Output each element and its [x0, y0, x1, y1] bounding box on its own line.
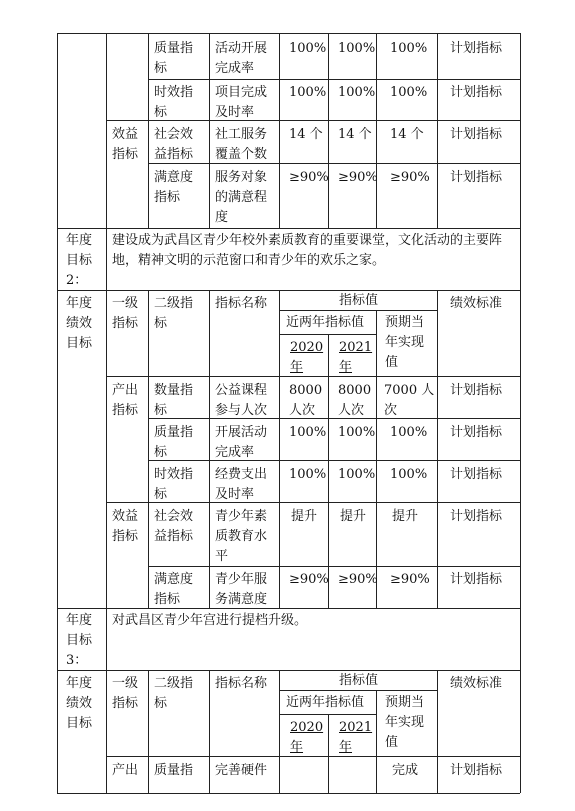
annual-goal-label: 年度 目标 3：	[66, 613, 93, 668]
standard-cell: 计划指标	[450, 509, 503, 524]
perf-goal-label: 年度 绩效 目标	[66, 296, 93, 351]
indicator-name-cell: 服务对象 的满意程 度	[215, 170, 268, 225]
expected-value-cell: 提升	[392, 509, 419, 524]
indicator-name-header: 指标名称	[215, 296, 268, 311]
standard-cell: 计划指标	[450, 127, 503, 142]
value-2020-cell: ≥90%	[289, 572, 329, 587]
expected-value-cell: 100%	[390, 41, 428, 56]
grid-line	[106, 608, 107, 670]
level2-cell: 数量指 标	[154, 383, 194, 418]
grid-line	[148, 418, 520, 419]
value-2020-cell: 14 个	[289, 127, 323, 142]
level1-cell: 产出	[112, 763, 139, 778]
standard-cell: 计划指标	[450, 170, 503, 185]
level1-cell: 效益 指标	[112, 127, 139, 162]
grid-line	[57, 228, 520, 229]
level2-cell: 满意度 指标	[154, 572, 194, 607]
standard-cell: 计划指标	[450, 383, 503, 398]
value-2020-cell: ≥90%	[289, 170, 329, 185]
expected-value-cell: 100%	[390, 85, 428, 100]
grid-line	[437, 670, 438, 793]
expected-value-header: 预期当 年实现 值	[385, 695, 425, 750]
annual-goal-label: 年度 目标 2：	[66, 233, 93, 288]
grid-line	[148, 290, 149, 608]
value-2020-cell: 100%	[289, 85, 327, 100]
grid-line	[328, 714, 329, 793]
grid-line	[279, 714, 376, 715]
annual-goal-text: 建设成为武昌区青少年校外素质教育的重要课堂，文化活动的主要阵 地，精神文明的示范窗口和青少年的欢乐之家。	[112, 233, 503, 268]
grid-line	[106, 290, 107, 608]
grid-line	[106, 33, 107, 228]
year-2020-header: 2020 年	[290, 720, 324, 755]
level1-header: 一级 指标	[112, 676, 139, 711]
level2-cell: 质量指 标	[154, 425, 194, 460]
grid-line	[148, 163, 520, 164]
level2-cell: 质量指	[154, 763, 194, 778]
grid-line	[106, 670, 107, 793]
recent-two-years-header: 近两年指标值	[286, 315, 365, 330]
expected-value-cell: 14 个	[390, 127, 424, 142]
value-2021-cell: 100%	[338, 425, 376, 440]
year-2021-header: 2021 年	[339, 720, 373, 755]
value-2021-cell: 提升	[340, 509, 367, 524]
value-2021-cell: ≥90%	[338, 572, 378, 587]
standard-cell: 计划指标	[450, 85, 503, 100]
indicator-name-cell: 经费支出 及时率	[215, 467, 268, 502]
indicator-name-cell: 活动开展 完成率	[215, 41, 268, 76]
standard-cell: 计划指标	[450, 572, 503, 587]
value-2020-cell: 100%	[289, 467, 327, 482]
indicator-name-header: 指标名称	[215, 676, 268, 691]
grid-line	[106, 228, 107, 290]
border-left	[57, 33, 58, 793]
expected-value-cell: 7000 人 次	[384, 383, 435, 418]
grid-line	[209, 670, 210, 793]
grid-line	[57, 670, 520, 671]
expected-value-cell: ≥90%	[390, 572, 430, 587]
year-2020-header: 2020 年	[290, 340, 324, 375]
standard-cell: 计划指标	[450, 467, 503, 482]
grid-line	[376, 33, 377, 228]
value-2021-cell: 100%	[338, 85, 376, 100]
value-2020-cell: 100%	[289, 41, 327, 56]
value-2020-cell: 100%	[289, 425, 327, 440]
value-2021-cell: 100%	[338, 41, 376, 56]
level1-cell: 效益 指标	[112, 509, 139, 544]
indicator-value-header: 指标值	[339, 673, 379, 688]
indicator-name-cell: 社工服务 覆盖个数	[215, 127, 268, 162]
grid-line	[148, 33, 149, 228]
grid-line	[148, 670, 149, 793]
grid-line	[376, 690, 377, 793]
grid-line	[57, 290, 520, 291]
grid-line	[57, 608, 520, 609]
grid-line	[279, 290, 280, 608]
expected-value-header: 预期当 年实现 值	[385, 315, 425, 370]
level2-cell: 社会效 益指标	[154, 509, 194, 544]
indicator-name-cell: 项目完成 及时率	[215, 85, 268, 120]
value-2021-cell: ≥90%	[338, 170, 378, 185]
grid-line	[209, 290, 210, 608]
grid-line	[437, 33, 438, 228]
value-2021-cell: 14 个	[338, 127, 372, 142]
grid-line	[328, 33, 329, 228]
grid-line	[148, 79, 520, 80]
standard-cell: 计划指标	[450, 763, 503, 778]
level2-cell: 时效指 标	[154, 467, 194, 502]
level2-header: 二级指 标	[154, 676, 194, 711]
level1-header: 一级 指标	[112, 296, 139, 331]
year-2021-header: 2021 年	[339, 340, 373, 375]
indicator-name-cell: 完善硬件	[215, 763, 268, 778]
indicator-name-cell: 青少年服 务满意度	[215, 572, 268, 607]
value-2020-cell: 8000 人次	[289, 383, 323, 418]
value-2021-cell: 100%	[338, 467, 376, 482]
grid-line	[209, 33, 210, 228]
level2-cell: 社会效 益指标	[154, 127, 194, 162]
expected-value-cell: ≥90%	[390, 170, 430, 185]
level2-cell: 满意度 指标	[154, 170, 194, 205]
expected-value-cell: 完成	[392, 763, 419, 778]
level2-cell: 时效指 标	[154, 85, 194, 120]
value-2020-cell: 提升	[291, 509, 318, 524]
recent-two-years-header: 近两年指标值	[286, 695, 365, 710]
grid-line	[279, 33, 280, 228]
grid-line	[57, 793, 520, 794]
indicator-name-cell: 青少年素 质教育水 平	[215, 509, 268, 564]
grid-line	[148, 460, 520, 461]
indicator-name-cell: 公益课程 参与人次	[215, 383, 268, 418]
grid-line	[148, 566, 520, 567]
level1-cell: 产出 指标	[112, 383, 139, 418]
indicator-value-header: 指标值	[339, 293, 379, 308]
grid-line	[376, 310, 377, 608]
perf-goal-label: 年度 绩效 目标	[66, 676, 93, 731]
level2-header: 二级指 标	[154, 296, 194, 331]
grid-line	[279, 334, 376, 335]
standard-cell: 计划指标	[450, 41, 503, 56]
grid-line	[437, 290, 438, 608]
border-right	[520, 33, 521, 793]
value-2021-cell: 8000 人次	[338, 383, 372, 418]
standard-header: 绩效标准	[450, 676, 503, 691]
expected-value-cell: 100%	[390, 467, 428, 482]
grid-line	[279, 670, 280, 793]
level2-cell: 质量指 标	[154, 41, 194, 76]
indicator-name-cell: 开展活动 完成率	[215, 425, 268, 460]
annual-goal-text: 对武昌区青少年宫进行提档升级。	[112, 613, 308, 628]
standard-header: 绩效标准	[450, 296, 503, 311]
expected-value-cell: 100%	[390, 425, 428, 440]
grid-line	[57, 33, 520, 34]
standard-cell: 计划指标	[450, 425, 503, 440]
